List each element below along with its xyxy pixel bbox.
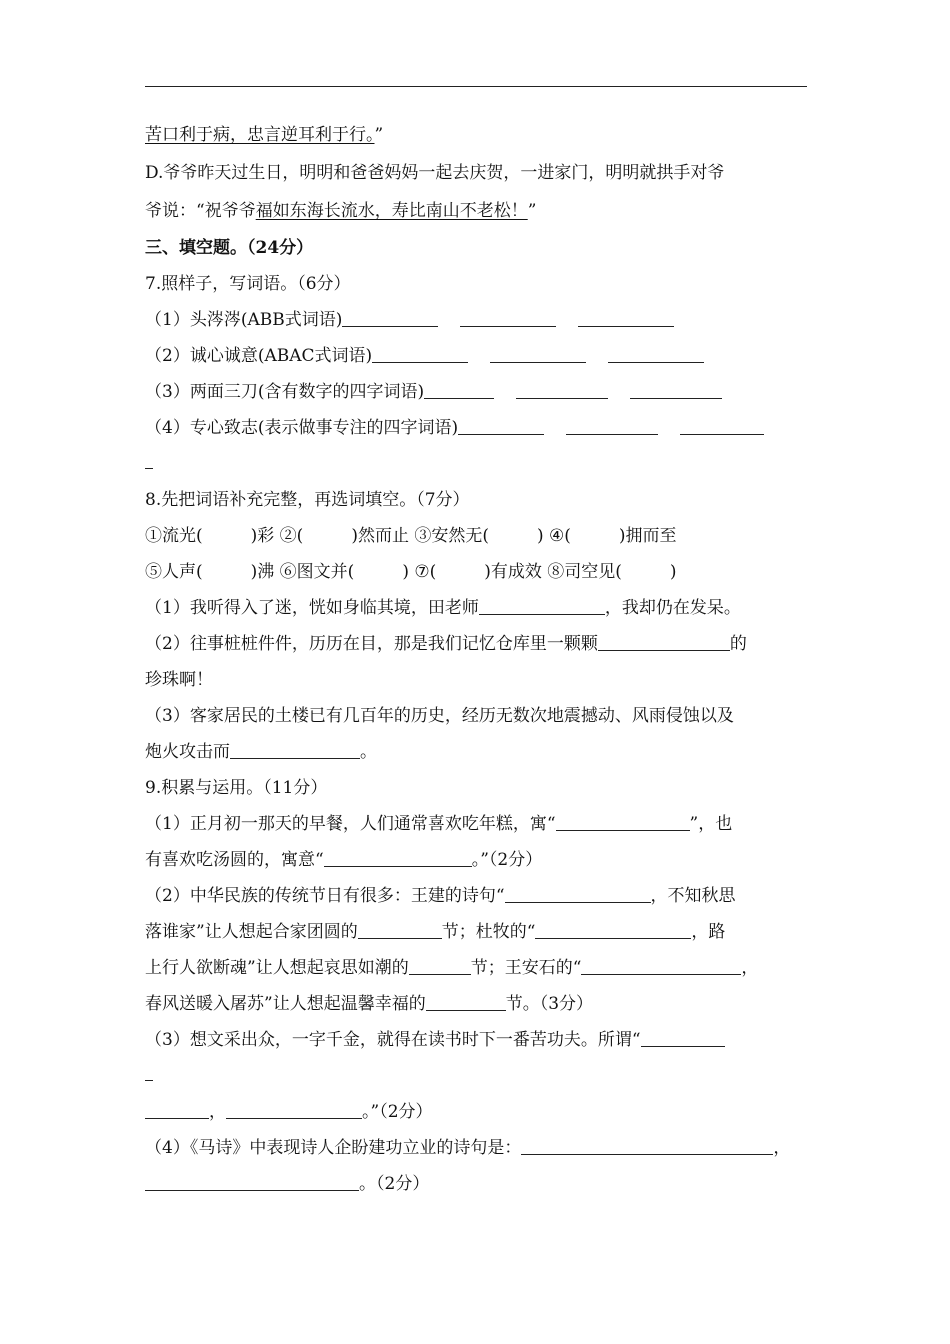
answer-blank[interactable] — [680, 417, 764, 435]
q7-item-2: （2）诚心诚意(ABAC式词语) — [145, 338, 807, 374]
answer-blank[interactable] — [630, 381, 722, 399]
prev-question-line: 苦口利于病，忠言逆耳利于行。” — [145, 125, 384, 145]
answer-blank[interactable] — [460, 309, 556, 327]
option-d-line1: D.爷爷昨天过生日，明明和爸爸妈妈一起去庆贺，一进家门，明明就拱手对爷 — [145, 163, 725, 183]
answer-blank[interactable] — [479, 597, 605, 615]
q9-part2-line1: （2）中华民族的传统节日有很多：王建的诗句“ ，不知秋思 — [145, 886, 736, 906]
q8-word-row-2: ⑤人声( )沸 ⑥图文并( ) ⑦( )有成效 ⑧司空见( ) — [145, 562, 677, 582]
answer-blank[interactable] — [426, 993, 506, 1011]
q9-part3-line1: （3）想文采出众，一字千金，就得在读书时下一番苦功夫。所谓“ — [145, 1022, 807, 1058]
answer-blank[interactable] — [581, 957, 741, 975]
q9-part4-line2: 。（2分） — [145, 1166, 807, 1202]
underlined-proverb: 苦口利于病，忠言逆耳利于行。 — [145, 125, 375, 145]
q8-title: 8.先把词语补充完整，再选词填空。（7分） — [145, 490, 470, 510]
q8-sentence-2-cont: 珍珠啊！ — [145, 670, 213, 690]
answer-blank[interactable] — [324, 849, 472, 867]
answer-blank[interactable] — [505, 885, 651, 903]
option-d-line2: 爷说：“祝爷爷福如东海长流水，寿比南山不老松！” — [145, 201, 537, 221]
answer-blank[interactable] — [424, 381, 494, 399]
answer-blank[interactable] — [372, 345, 468, 363]
answer-blank[interactable] — [566, 417, 658, 435]
q9-title: 9.积累与运用。（11分） — [145, 778, 328, 798]
q8-word-row-1: ①流光( )彩 ②( )然而止 ③安然无( ) ④( )拥而至 — [145, 526, 677, 546]
answer-blank[interactable] — [578, 309, 674, 327]
section3-title: 三、填空题。（24分） — [145, 238, 314, 258]
answer-blank[interactable] — [490, 345, 586, 363]
worksheet-page — [145, 116, 807, 1202]
answer-blank[interactable] — [230, 741, 360, 759]
answer-blank[interactable] — [556, 813, 690, 831]
answer-blank[interactable] — [641, 1029, 725, 1047]
q9-part2-line2: 落谁家”让人想起合家团圆的 节；杜牧的“ ，路 — [145, 922, 726, 942]
q7-title: 7.照样子，写词语。（6分） — [145, 274, 351, 294]
wrapped-blank-stub — [145, 446, 807, 482]
q8-sentence-2: （2）往事桩桩件件，历历在目，那是我们记忆仓库里一颗颗 的 — [145, 634, 747, 654]
answer-blank[interactable] — [458, 417, 544, 435]
q7-item-3: （3）两面三刀(含有数字的四字词语) — [145, 374, 807, 410]
answer-blank[interactable] — [516, 381, 608, 399]
answer-blank[interactable] — [598, 633, 730, 651]
q9-part1-line1: （1）正月初一那天的早餐，人们通常喜欢吃年糕，寓“ ”，也 — [145, 814, 733, 834]
answer-blank[interactable] — [145, 1173, 359, 1191]
q7-item-4: （4）专心致志(表示做事专注的四字词语) — [145, 410, 807, 446]
q7-item-1: （1）头涔涔(ABB式词语) — [145, 302, 807, 338]
answer-blank[interactable] — [608, 345, 704, 363]
header-rule — [145, 86, 807, 87]
answer-blank[interactable] — [521, 1137, 773, 1155]
answer-blank[interactable] — [342, 309, 438, 327]
q9-part2-line4: 春风送暖入屠苏”让人想起温馨幸福的 节。（3分） — [145, 994, 594, 1014]
q9-part2-line3: 上行人欲断魂”让人想起哀思如潮的 节；王安石的“ ， — [145, 958, 759, 978]
q9-part4-line1: （4）《马诗》中表现诗人企盼建功立业的诗句是： ， — [145, 1138, 791, 1158]
answer-blank[interactable] — [358, 921, 442, 939]
q8-sentence-1: （1）我听得入了迷，恍如身临其境，田老师 ，我却仍在发呆。 — [145, 598, 741, 618]
q8-sentence-3: （3）客家居民的土楼已有几百年的历史，经历无数次地震撼动、风雨侵蚀以及 — [145, 706, 734, 726]
answer-blank[interactable] — [409, 957, 471, 975]
q8-sentence-3-cont: 炮火攻击而 。 — [145, 742, 377, 762]
wrapped-blank-stub — [145, 1058, 807, 1094]
q9-part1-line2: 有喜欢吃汤圆的，寓意“ 。”（2分） — [145, 850, 543, 870]
underlined-blessing: 福如东海长流水，寿比南山不老松！ — [255, 201, 528, 221]
answer-blank[interactable] — [226, 1101, 362, 1119]
q9-part3-line3: ， 。”（2分） — [145, 1094, 807, 1130]
answer-blank[interactable] — [145, 1101, 209, 1119]
answer-blank[interactable] — [535, 921, 691, 939]
